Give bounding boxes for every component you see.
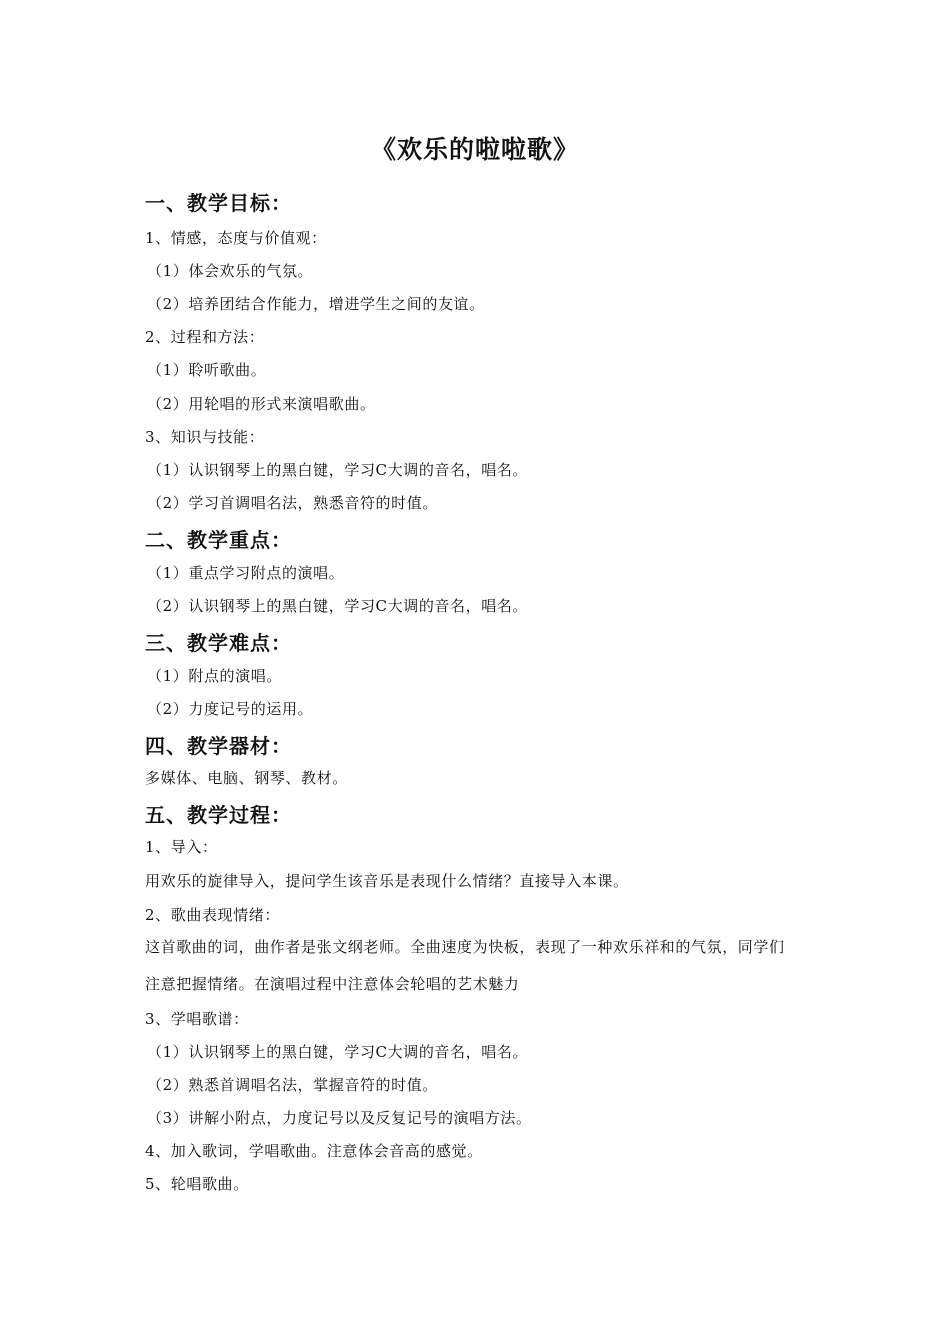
text-line: （1）聆听歌曲。	[147, 361, 267, 379]
text-line: 3、学唱歌谱：	[145, 1010, 249, 1028]
text-line: （1）附点的演唱。	[147, 667, 282, 685]
section-heading-key-points: 二、教学重点：	[145, 528, 292, 552]
text-line: 2、过程和方法：	[145, 328, 265, 346]
text-line: 这首歌曲的词，曲作者是张文纲老师。全曲速度为快板，表现了一种欢乐祥和的气氛，同学们	[145, 938, 785, 956]
text-line: 3、知识与技能：	[145, 428, 265, 446]
text-line: 注意把握情绪。在演唱过程中注意体会轮唱的艺术魅力	[145, 975, 520, 993]
text-line: 4、加入歌词，学唱歌曲。注意体会音高的感觉。	[145, 1142, 483, 1160]
text-line: 多媒体、电脑、钢琴、教材。	[145, 769, 348, 787]
text-line: （1）认识钢琴上的黑白键，学习C大调的音名，唱名。	[147, 461, 529, 479]
text-line: 用欢乐的旋律导入，提问学生该音乐是表现什么情绪？直接导入本课。	[145, 872, 629, 890]
text-line: （2）用轮唱的形式来演唱歌曲。	[147, 395, 376, 413]
section-heading-materials: 四、教学器材：	[145, 734, 292, 758]
text-line: 1、情感，态度与价值观：	[145, 229, 327, 247]
section-heading-difficulties: 三、教学难点：	[145, 631, 292, 655]
text-line: （2）力度记号的运用。	[147, 700, 314, 718]
text-line: （2）熟悉首调唱名法，掌握音符的时值。	[147, 1076, 438, 1094]
text-line: （1）重点学习附点的演唱。	[147, 564, 345, 582]
text-line: 5、轮唱歌曲。	[145, 1175, 249, 1193]
section-heading-process: 五、教学过程：	[145, 803, 292, 827]
section-heading-objectives: 一、教学目标：	[145, 191, 292, 215]
text-line: （3）讲解小附点，力度记号以及反复记号的演唱方法。	[147, 1109, 532, 1127]
document-title: 《欢乐的啦啦歌》	[370, 135, 579, 164]
text-line: （2）学习首调唱名法，熟悉音符的时值。	[147, 494, 438, 512]
text-line: （1）认识钢琴上的黑白键，学习C大调的音名，唱名。	[147, 1043, 529, 1061]
text-line: （1）体会欢乐的气氛。	[147, 262, 314, 280]
text-line: 2、歌曲表现情绪：	[145, 906, 280, 924]
text-line: （2）培养团结合作能力，增进学生之间的友谊。	[147, 295, 485, 313]
text-line: （2）认识钢琴上的黑白键，学习C大调的音名，唱名。	[147, 597, 529, 615]
text-line: 1、导入：	[145, 838, 218, 856]
